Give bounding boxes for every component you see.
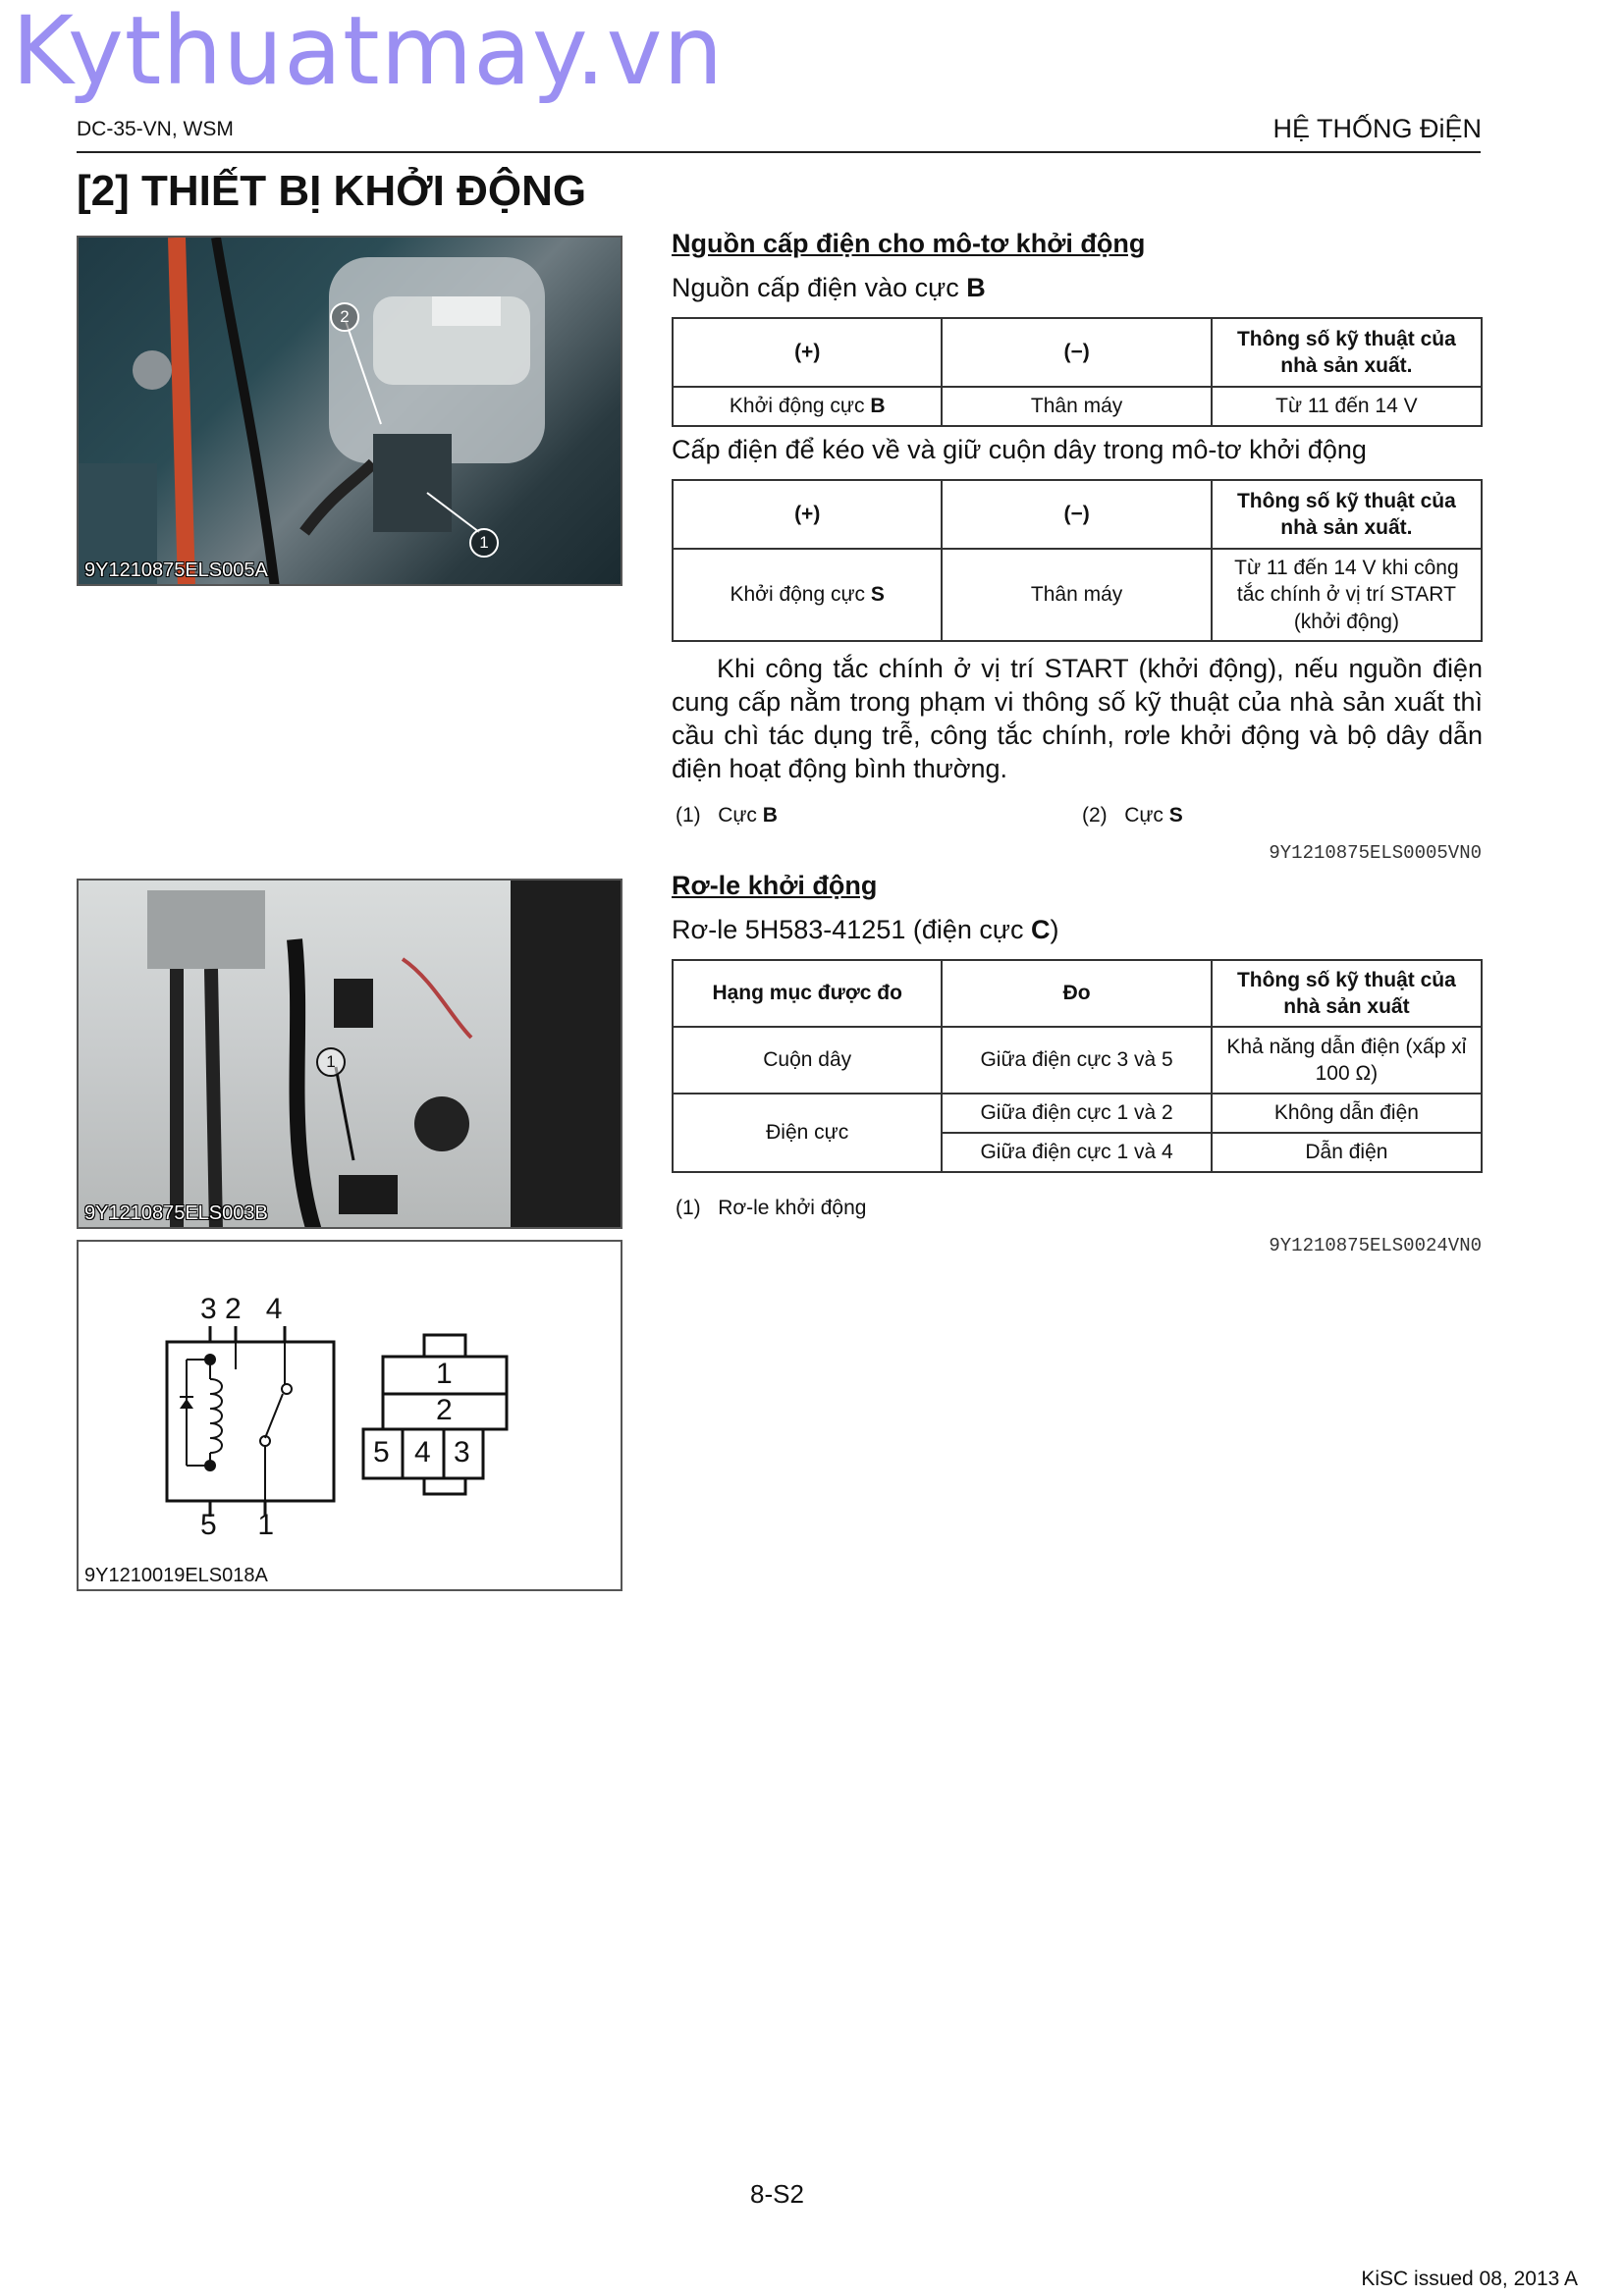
section-title: [2] THIẾT BỊ KHỞI ĐỘNG [77, 167, 587, 215]
header-doc-id: DC-35-VN, WSM [77, 118, 234, 140]
r2-spec: Không dẫn điện [1212, 1094, 1482, 1133]
r2-measure: Giữa điện cực 1 và 2 [942, 1094, 1211, 1133]
s-row-plus: Khởi động cực S [673, 549, 942, 641]
b-row-minus: Thân máy [942, 387, 1211, 426]
col-minus: (−) [942, 480, 1211, 549]
power-supply-paragraph: Khi công tắc chính ở vị trí START (khởi động), nếu nguồn điện cung cấp nằm trong phạm vi thông số kỹ thuật của nhà sản xuất thì cầu chì tác dụng trễ, công tắc chính, rơle khởi động và bộ dây dẫn điện hoạt động bình thường. [672, 654, 1483, 784]
r1-measure: Giữa điện cực 3 và 5 [942, 1027, 1211, 1094]
header-rule [77, 151, 1481, 153]
col-plus: (+) [673, 480, 942, 549]
photo1-label: 9Y1210875ELS005A [84, 560, 268, 581]
page-number: 8-S2 [750, 2179, 804, 2209]
bottom-pin-labels: 5 1 [200, 1509, 275, 1541]
col-plus: (+) [673, 318, 942, 387]
connector-pin-1: 1 [436, 1358, 453, 1390]
callout-1: 1 [469, 528, 499, 558]
power-supply-heading: Nguồn cấp điện cho mô-tơ khởi động [672, 229, 1146, 258]
col-item: Hạng mục được đo [673, 960, 942, 1027]
b-terminal-table [672, 317, 1483, 427]
reference-code-1: 9Y1210875ELS0005VN0 [1269, 842, 1482, 864]
b-row-plus: Khởi động cực B [673, 387, 942, 426]
relay-schematic [77, 1240, 622, 1591]
connector-pin-3: 3 [454, 1436, 470, 1468]
watermark: Kythuatmay.vn [12, 0, 725, 106]
col-minus: (−) [942, 318, 1211, 387]
col-measure: Đo [942, 960, 1211, 1027]
s-row-spec: Từ 11 đến 14 V khi công tắc chính ở vị trí START (khởi động) [1212, 549, 1482, 641]
b-row-spec: Từ 11 đến 14 V [1212, 387, 1482, 426]
col-spec: Thông số kỹ thuật của nhà sản xuất [1212, 960, 1482, 1027]
relay-intro: Rơ-le 5H583-41251 (điện cực C) [672, 915, 1059, 944]
header-chapter: HỆ THỐNG ĐiỆN [1272, 114, 1482, 143]
r3-spec: Dẫn điện [1212, 1133, 1482, 1172]
relay-schematic-drawing [79, 1242, 622, 1591]
connector-pin-4: 4 [414, 1436, 431, 1468]
starter-motor-illustration [79, 238, 622, 586]
r3-measure: Giữa điện cực 1 và 4 [942, 1133, 1211, 1172]
callout-2: 2 [330, 302, 359, 332]
connector-pin-2: 2 [436, 1394, 453, 1426]
reference-code-2: 9Y1210875ELS0024VN0 [1269, 1235, 1482, 1256]
relay-location-photo [77, 879, 622, 1229]
diagram-label: 9Y1210019ELS018A [84, 1565, 268, 1586]
b-terminal-intro: Nguồn cấp điện vào cực B [672, 273, 986, 302]
r1-spec: Khả năng dẫn điện (xấp xỉ 100 Ω) [1212, 1027, 1482, 1094]
relay-location-illustration [79, 881, 622, 1229]
relay-table [672, 959, 1483, 1173]
note-1: (1) Cực B [676, 804, 778, 827]
s-terminal-table [672, 479, 1483, 642]
relay-note: (1) Rơ-le khởi động [676, 1197, 867, 1219]
relay-heading: Rơ-le khởi động [672, 871, 878, 900]
connector-pin-5: 5 [373, 1436, 390, 1468]
issue-note: KiSC issued 08, 2013 A [1361, 2268, 1578, 2290]
relay-callout-1: 1 [316, 1047, 346, 1077]
starter-motor-photo [77, 236, 622, 586]
s-row-minus: Thân máy [942, 549, 1211, 641]
col-spec: Thông số kỹ thuật của nhà sản xuất. [1212, 480, 1482, 549]
top-pin-labels: 3 2 4 [200, 1293, 283, 1325]
s-terminal-intro: Cấp điện để kéo về và giữ cuộn dây trong mô-tơ khởi động [672, 435, 1367, 464]
r2-item: Điện cực [673, 1094, 942, 1172]
note-2: (2) Cực S [1082, 804, 1183, 827]
r1-item: Cuộn dây [673, 1027, 942, 1094]
photo2-label: 9Y1210875ELS003B [84, 1202, 268, 1224]
col-spec: Thông số kỹ thuật của nhà sản xuất. [1212, 318, 1482, 387]
